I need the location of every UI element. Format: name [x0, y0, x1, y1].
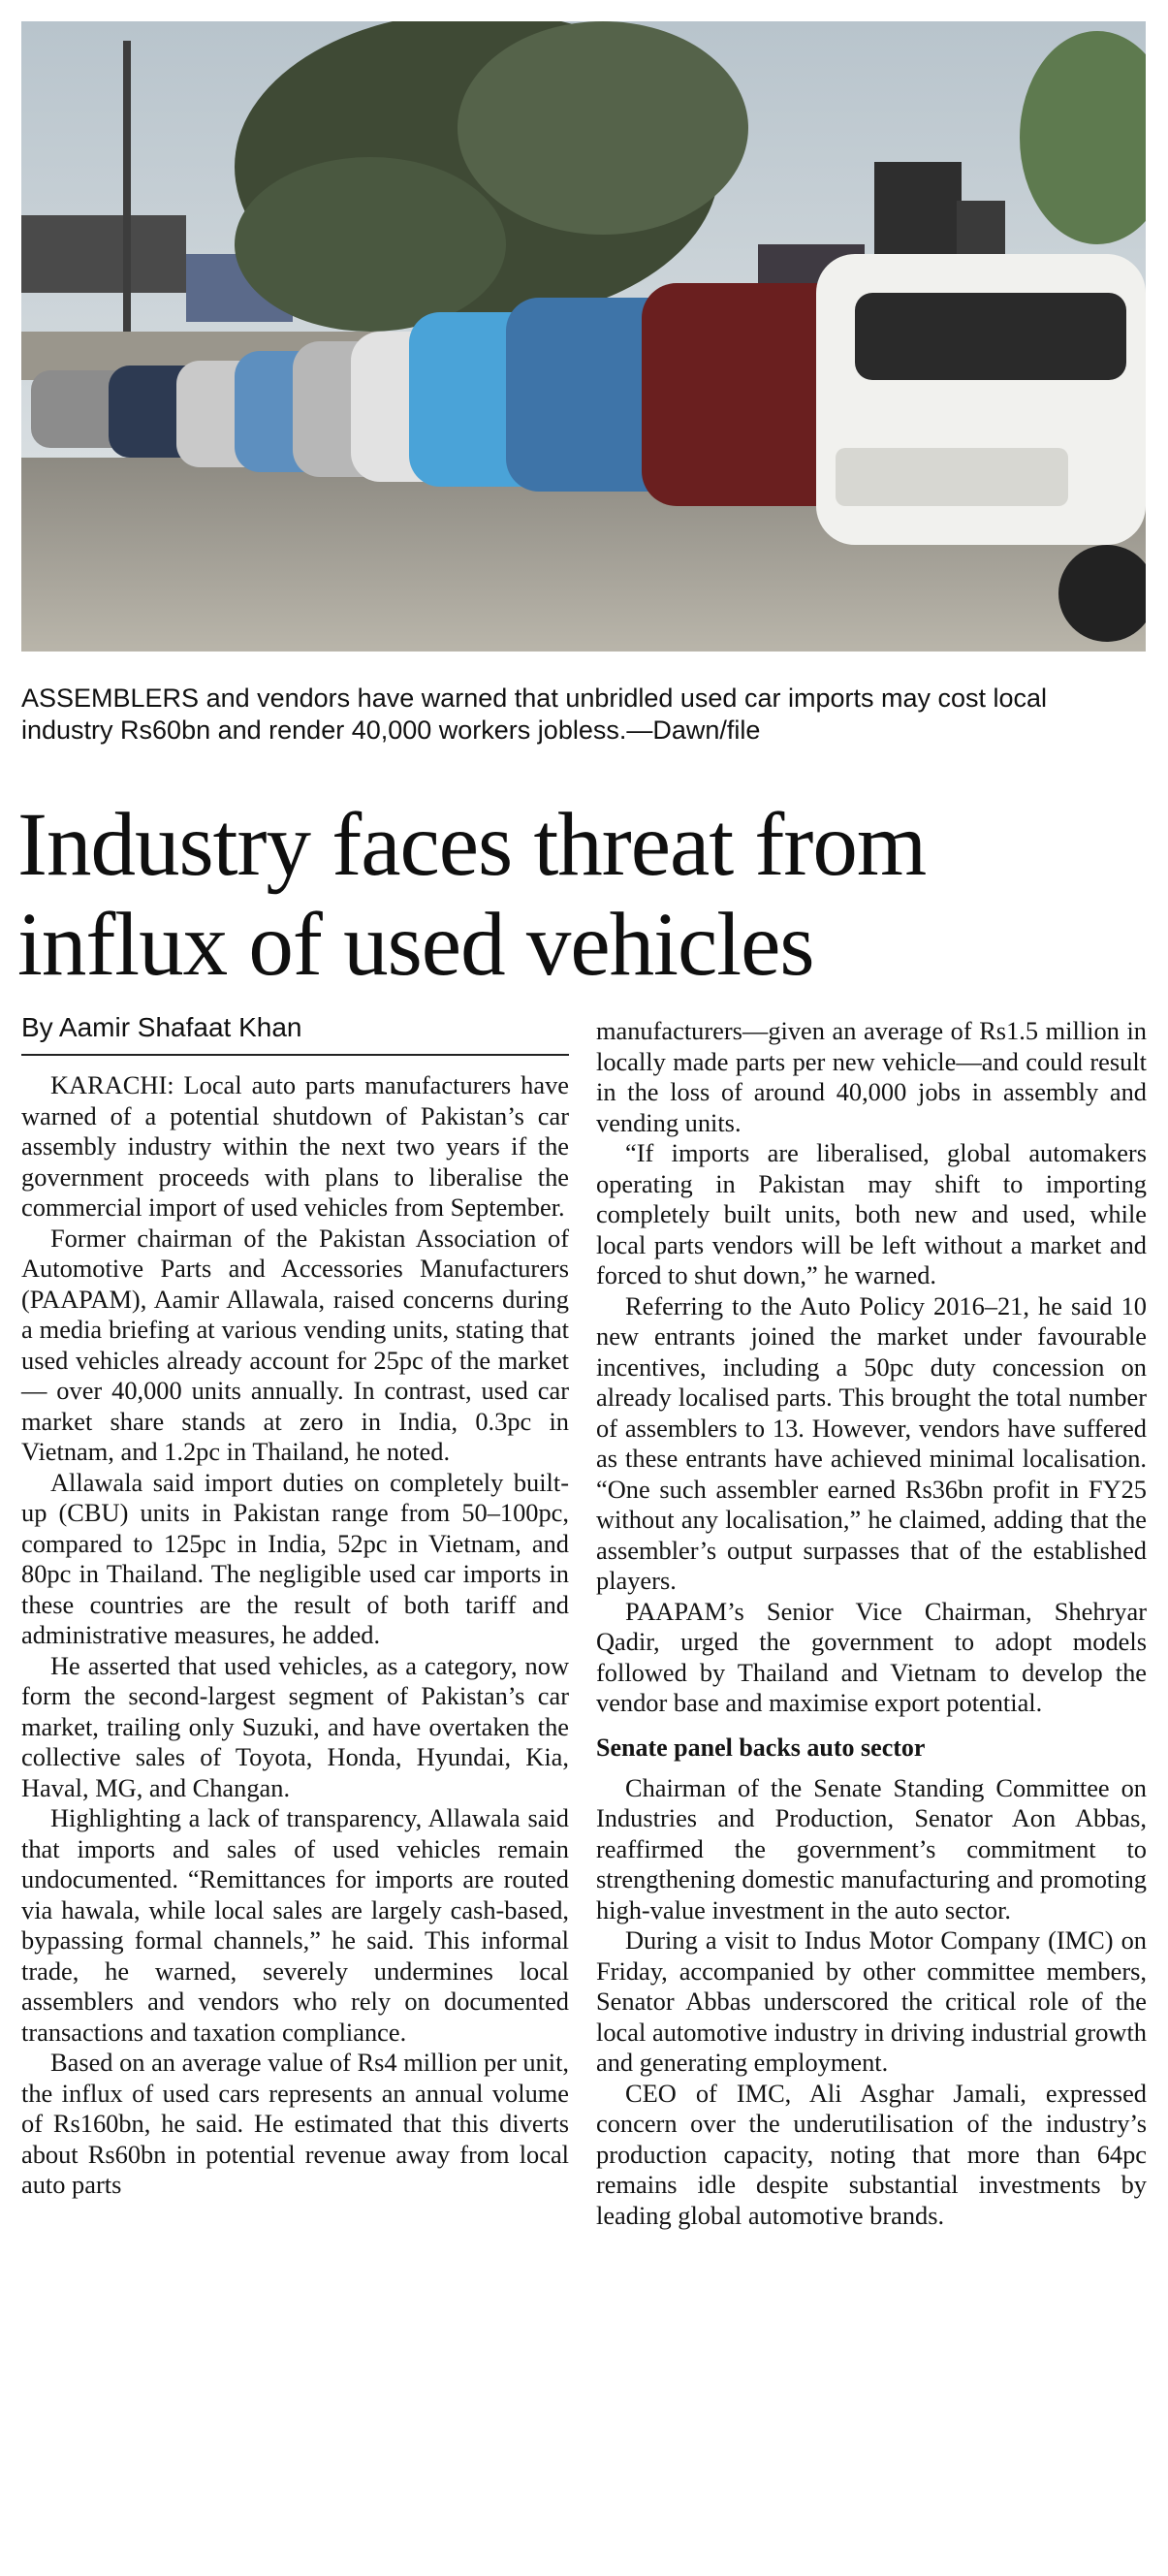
- paragraph: During a visit to Indus Motor Company (IMC) on Friday, accompanied by other committee members, Senator Abbas underscored the critical role of the local automotive industry in driving industrial growth and generating employment.: [596, 1925, 1147, 2077]
- paragraph: He asserted that used vehicles, as a category, now form the second-largest segment of Pakistan’s car market, trailing only Suzuki, and have overtaken the collective sales of Toyota, Honda, Hyundai, Kia, Haval, MG, and Changan.: [21, 1650, 569, 1802]
- paragraph: CEO of IMC, Ali Asghar Jamali, expressed concern over the underutilisation of the industry’s production capacity, noting that more than 64pc remains idle despite substantial investments by leading global automotive brands.: [596, 2078, 1147, 2230]
- headline: Industry faces threat from influx of used vehicles: [17, 795, 927, 995]
- paragraph: “If imports are liberalised, global automakers operating in Pakistan may shift to importing completely built units, both new and used, while local parts vendors will be left without a market and forced to shut down,” he warned.: [596, 1138, 1147, 1289]
- paragraph: Chairman of the Senate Standing Committee on Industries and Production, Senator Aon Abbas, reaffirmed the government’s commitment to strengthening domestic manufacturing and promoting high-value investment in the auto sector.: [596, 1772, 1147, 1924]
- paragraph: Based on an average value of Rs4 million per unit, the influx of used cars represents an annual volume of Rs160bn, he said. He estimated that this diverts about Rs60bn in potential revenue away from local auto parts: [21, 2048, 570, 2199]
- article-column-left: [21, 1070, 569, 2201]
- cars-parking-photo: [21, 21, 1146, 652]
- byline-divider: [21, 1054, 569, 1056]
- news-photo: [21, 21, 1146, 652]
- subheading: Senate panel backs auto sector: [596, 1733, 926, 1762]
- paragraph: Highlighting a lack of transparency, Allawala said that imports and sales of used vehicles remain undocumented. “Remittances for imports are routed via hawala, while local sales are largely cash-based, bypassing formal channels,” he said. This informal trade, he warned, severely undermines local assemblers and vendors who rely on documented transactions and taxation compliance.: [21, 1803, 569, 2047]
- paragraph: KARACHI: Local auto parts manufacturers have warned of a potential shutdown of Pakistan’s car assembly industry within the next two years if the government proceeds with plans to liberalise the commercial import of used vehicles from September.: [21, 1070, 569, 1222]
- paragraph: Allawala said import duties on completely built-up (CBU) units in Pakistan range from 50–100pc, compared to 125pc in India, 52pc in Vietnam, and 80pc in Thailand. The negligible used car imports in these countries are the result of both tariff and administrative measures, he added.: [21, 1467, 569, 1649]
- paragraph: Former chairman of the Pakistan Association of Automotive Parts and Accessories Manufacturers (PAAPAM), Aamir Allawala, raised concerns during a media briefing at various vending units, stating that used vehicles already account for 25pc of the market — over 40,000 units annually. In contrast, used car market share stands at zero in India, 0.3pc in Vietnam, and 1.2pc in Thailand, he noted.: [21, 1223, 569, 1466]
- paragraph-continuation: manufacturers—given an average of Rs1.5 million in locally made parts per new vehicle—and could result in the loss of around 40,000 jobs in assembly and vending units.: [596, 1016, 1147, 1137]
- photo-caption: ASSEMBLERS and vendors have warned that unbridled used car imports may cost local industry Rs60bn and render 40,000 workers jobless.—Dawn/file: [21, 684, 1048, 745]
- paragraph: PAAPAM’s Senior Vice Chairman, Shehryar Qadir, urged the government to adopt models followed by Thailand and Vietnam to develop the vendor base and maximise export potential.: [596, 1596, 1147, 1717]
- paragraph: Referring to the Auto Policy 2016–21, he said 10 new entrants joined the market under favourable incentives, including a 50pc duty concession on already localised parts. This brought the total number of assemblers to 13. However, vendors have suffered as these entrants have achieved minimal localisation. “One such assembler earned Rs36bn profit in FY25 without any localisation,” he claimed, adding that the assembler’s output surpasses that of the established players.: [596, 1290, 1147, 1595]
- article-column-right: [596, 1016, 1147, 2231]
- byline: By Aamir Shafaat Khan: [21, 1012, 302, 1042]
